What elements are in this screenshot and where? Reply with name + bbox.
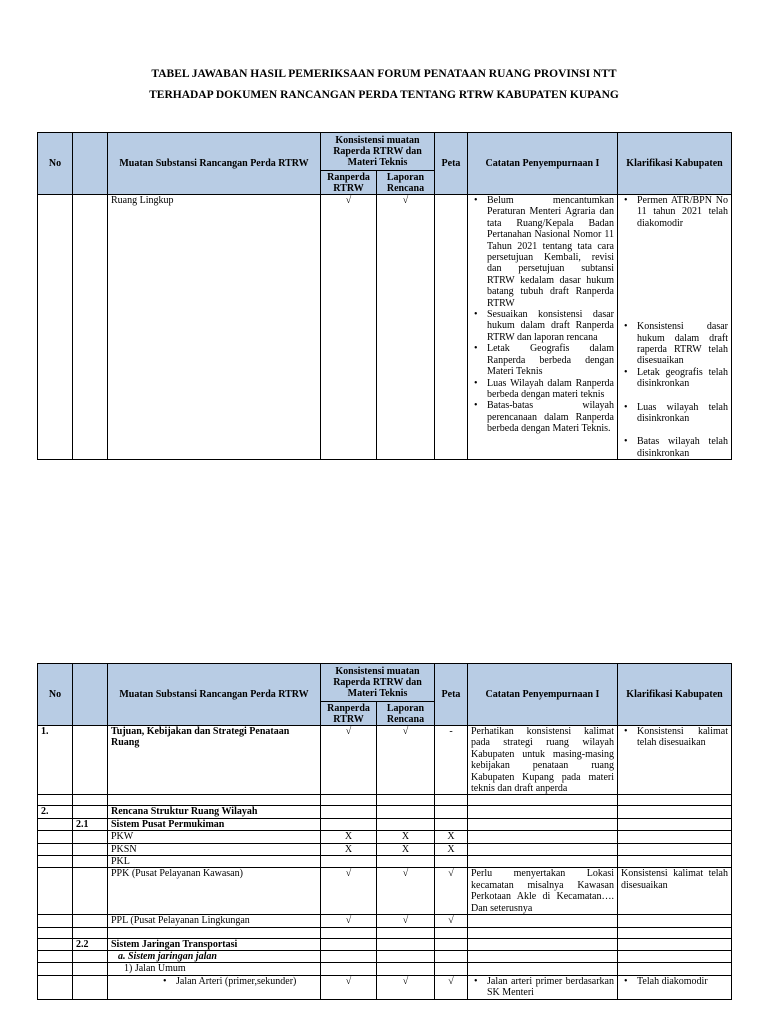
laporan-cell: X <box>377 831 435 843</box>
document-title-line-2: TERHADAP DOKUMEN RANCANGAN PERDA TENTANG RTRW KABUPATEN KUPANG <box>149 89 619 101</box>
laporan-cell: √ <box>377 868 435 915</box>
klarifikasi-cell <box>618 975 732 999</box>
table-row <box>38 843 732 855</box>
catatan-cell: Perhatikan konsistensi kalimat pada strategi ruang wilayah Kabupaten untuk masing-masing kebijakan penataan ruang Kabupaten Kupang pada materi teknis dan draft anperda <box>468 726 618 795</box>
list-item: • Luas Wilayah dalam Ranperda berbeda dengan materi teknis <box>471 378 614 401</box>
klarifikasi-cell: Konsistensi kalimat telah disesuaikan <box>618 868 732 915</box>
header-laporan: Laporan Rencana <box>377 702 435 726</box>
ranperda-cell: X <box>321 843 377 855</box>
catatan-cell <box>468 195 618 460</box>
table-row <box>38 831 732 843</box>
list-item: • Jalan arteri primer berdasarkan SK Menteri <box>471 976 614 999</box>
list-item: • Telah diakomodir <box>621 976 728 987</box>
list-item: • Batas-batas wilayah perencanaan dalam Ranperda berbeda dengan Materi Teknis. <box>471 400 614 434</box>
sub-number: 2.2 <box>73 938 108 950</box>
header-no: No <box>38 133 73 195</box>
muatan-cell: PPL (Pusat Pelayanan Lingkungan <box>108 915 321 927</box>
list-item: • Letak Geografis dalam Ranperda berbeda dengan Materi Teknis <box>471 343 614 377</box>
catatan-cell <box>468 975 618 999</box>
klarifikasi-cell <box>618 195 732 460</box>
muatan-cell: Rencana Struktur Ruang Wilayah <box>108 806 321 818</box>
table-row <box>38 927 732 938</box>
header-klarifikasi: Klarifikasi Kabupaten <box>618 664 732 726</box>
header-ranperda: Ranperda RTRW <box>321 702 377 726</box>
ranperda-cell: √ <box>321 195 377 460</box>
muatan-cell: Sistem Jaringan Transportasi <box>108 938 321 950</box>
ranperda-cell: √ <box>321 868 377 915</box>
laporan-cell: √ <box>377 975 435 999</box>
header-catatan: Catatan Penyempurnaan I <box>468 133 618 195</box>
answer-table-2 <box>37 663 732 1000</box>
peta-cell: √ <box>435 868 468 915</box>
table-row <box>38 818 732 830</box>
sub-number: 2.1 <box>73 818 108 830</box>
ranperda-cell: √ <box>321 975 377 999</box>
laporan-cell: √ <box>377 195 435 460</box>
table-row <box>38 868 732 915</box>
klarifikasi-cell <box>618 726 732 795</box>
answer-table-1 <box>37 132 732 460</box>
muatan-cell: PKL <box>108 856 321 868</box>
ranperda-cell: √ <box>321 726 377 795</box>
laporan-cell: X <box>377 843 435 855</box>
muatan-cell: Tujuan, Kebijakan dan Strategi Penataan Ruang <box>108 726 321 795</box>
muatan-cell: PPK (Pusat Pelayanan Kawasan) <box>108 868 321 915</box>
muatan-cell: PKSN <box>108 843 321 855</box>
table-row <box>38 950 732 962</box>
list-item: • Batas wilayah telah disinkronkan <box>621 436 728 459</box>
muatan-cell: 1) Jalan Umum <box>108 963 321 975</box>
document-title-line-1: TABEL JAWABAN HASIL PEMERIKSAAN FORUM PENATAAN RUANG PROVINSI NTT <box>151 68 617 80</box>
catatan-cell: Perlu menyertakan Lokasi kecamatan misalnya Kawasan Perkotaan Akle di Kecamatan…. Dan seterusnya <box>468 868 618 915</box>
list-item: • Luas wilayah telah disinkronkan <box>621 402 728 425</box>
peta-cell: √ <box>435 975 468 999</box>
peta-cell: √ <box>435 915 468 927</box>
table-row <box>38 856 732 868</box>
list-item: • Sesuaikan konsistensi dasar hukum dalam draft Ranperda RTRW dan laporan rencana <box>471 309 614 343</box>
header-sub <box>73 664 108 726</box>
list-item: • Letak geografis telah disinkronkan <box>621 367 728 390</box>
header-muatan: Muatan Substansi Rancangan Perda RTRW <box>108 133 321 195</box>
peta-cell: X <box>435 831 468 843</box>
muatan-cell <box>108 975 321 999</box>
table-row <box>38 795 732 806</box>
row-number: 1. <box>38 726 73 795</box>
header-laporan: Laporan Rencana <box>377 171 435 195</box>
header-no: No <box>38 664 73 726</box>
header-klarifikasi: Klarifikasi Kabupaten <box>618 133 732 195</box>
header-sub <box>73 133 108 195</box>
header-konsistensi: Konsistensi muatan Raperda RTRW dan Materi Teknis <box>321 664 435 702</box>
header-muatan: Muatan Substansi Rancangan Perda RTRW <box>108 664 321 726</box>
muatan-cell: Sistem Pusat Permukiman <box>108 818 321 830</box>
table-row <box>38 806 732 818</box>
header-catatan: Catatan Penyempurnaan I <box>468 664 618 726</box>
row-number: 2. <box>38 806 73 818</box>
table-row <box>38 963 732 975</box>
ranperda-cell: √ <box>321 915 377 927</box>
table-row <box>38 938 732 950</box>
list-item: • Konsistensi kalimat telah disesuaikan <box>621 726 728 749</box>
list-item: • Permen ATR/BPN No 11 tahun 2021 telah diakomodir <box>621 195 728 229</box>
ranperda-cell: X <box>321 831 377 843</box>
table-row <box>38 195 732 460</box>
laporan-cell: √ <box>377 726 435 795</box>
header-konsistensi: Konsistensi muatan Raperda RTRW dan Materi Teknis <box>321 133 435 171</box>
table-row <box>38 975 732 999</box>
peta-cell: X <box>435 843 468 855</box>
table-row <box>38 726 732 795</box>
muatan-cell: PKW <box>108 831 321 843</box>
header-peta: Peta <box>435 133 468 195</box>
peta-cell: - <box>435 726 468 795</box>
list-item: • Belum mencantumkan Peraturan Menteri Agraria dan tata Ruang/Kepala Badan Pertanahan Nasional Nomor 11 Tahun 2021 tentang tata cara persetujuan Kembali, revisi dan persetujuan subtansi RTRW kedalam dasar hukum batang tubuh draft Ranperda RTRW <box>471 195 614 309</box>
list-item: • Jalan Arteri (primer,sekunder) <box>160 976 317 987</box>
list-item: • Konsistensi dasar hukum dalam draft raperda RTRW telah disesuaikan <box>621 321 728 367</box>
laporan-cell: √ <box>377 915 435 927</box>
muatan-cell: a. Sistem jaringan jalan <box>108 950 321 962</box>
header-ranperda: Ranperda RTRW <box>321 171 377 195</box>
header-peta: Peta <box>435 664 468 726</box>
muatan-cell: Ruang Lingkup <box>108 195 321 460</box>
table-row <box>38 915 732 927</box>
